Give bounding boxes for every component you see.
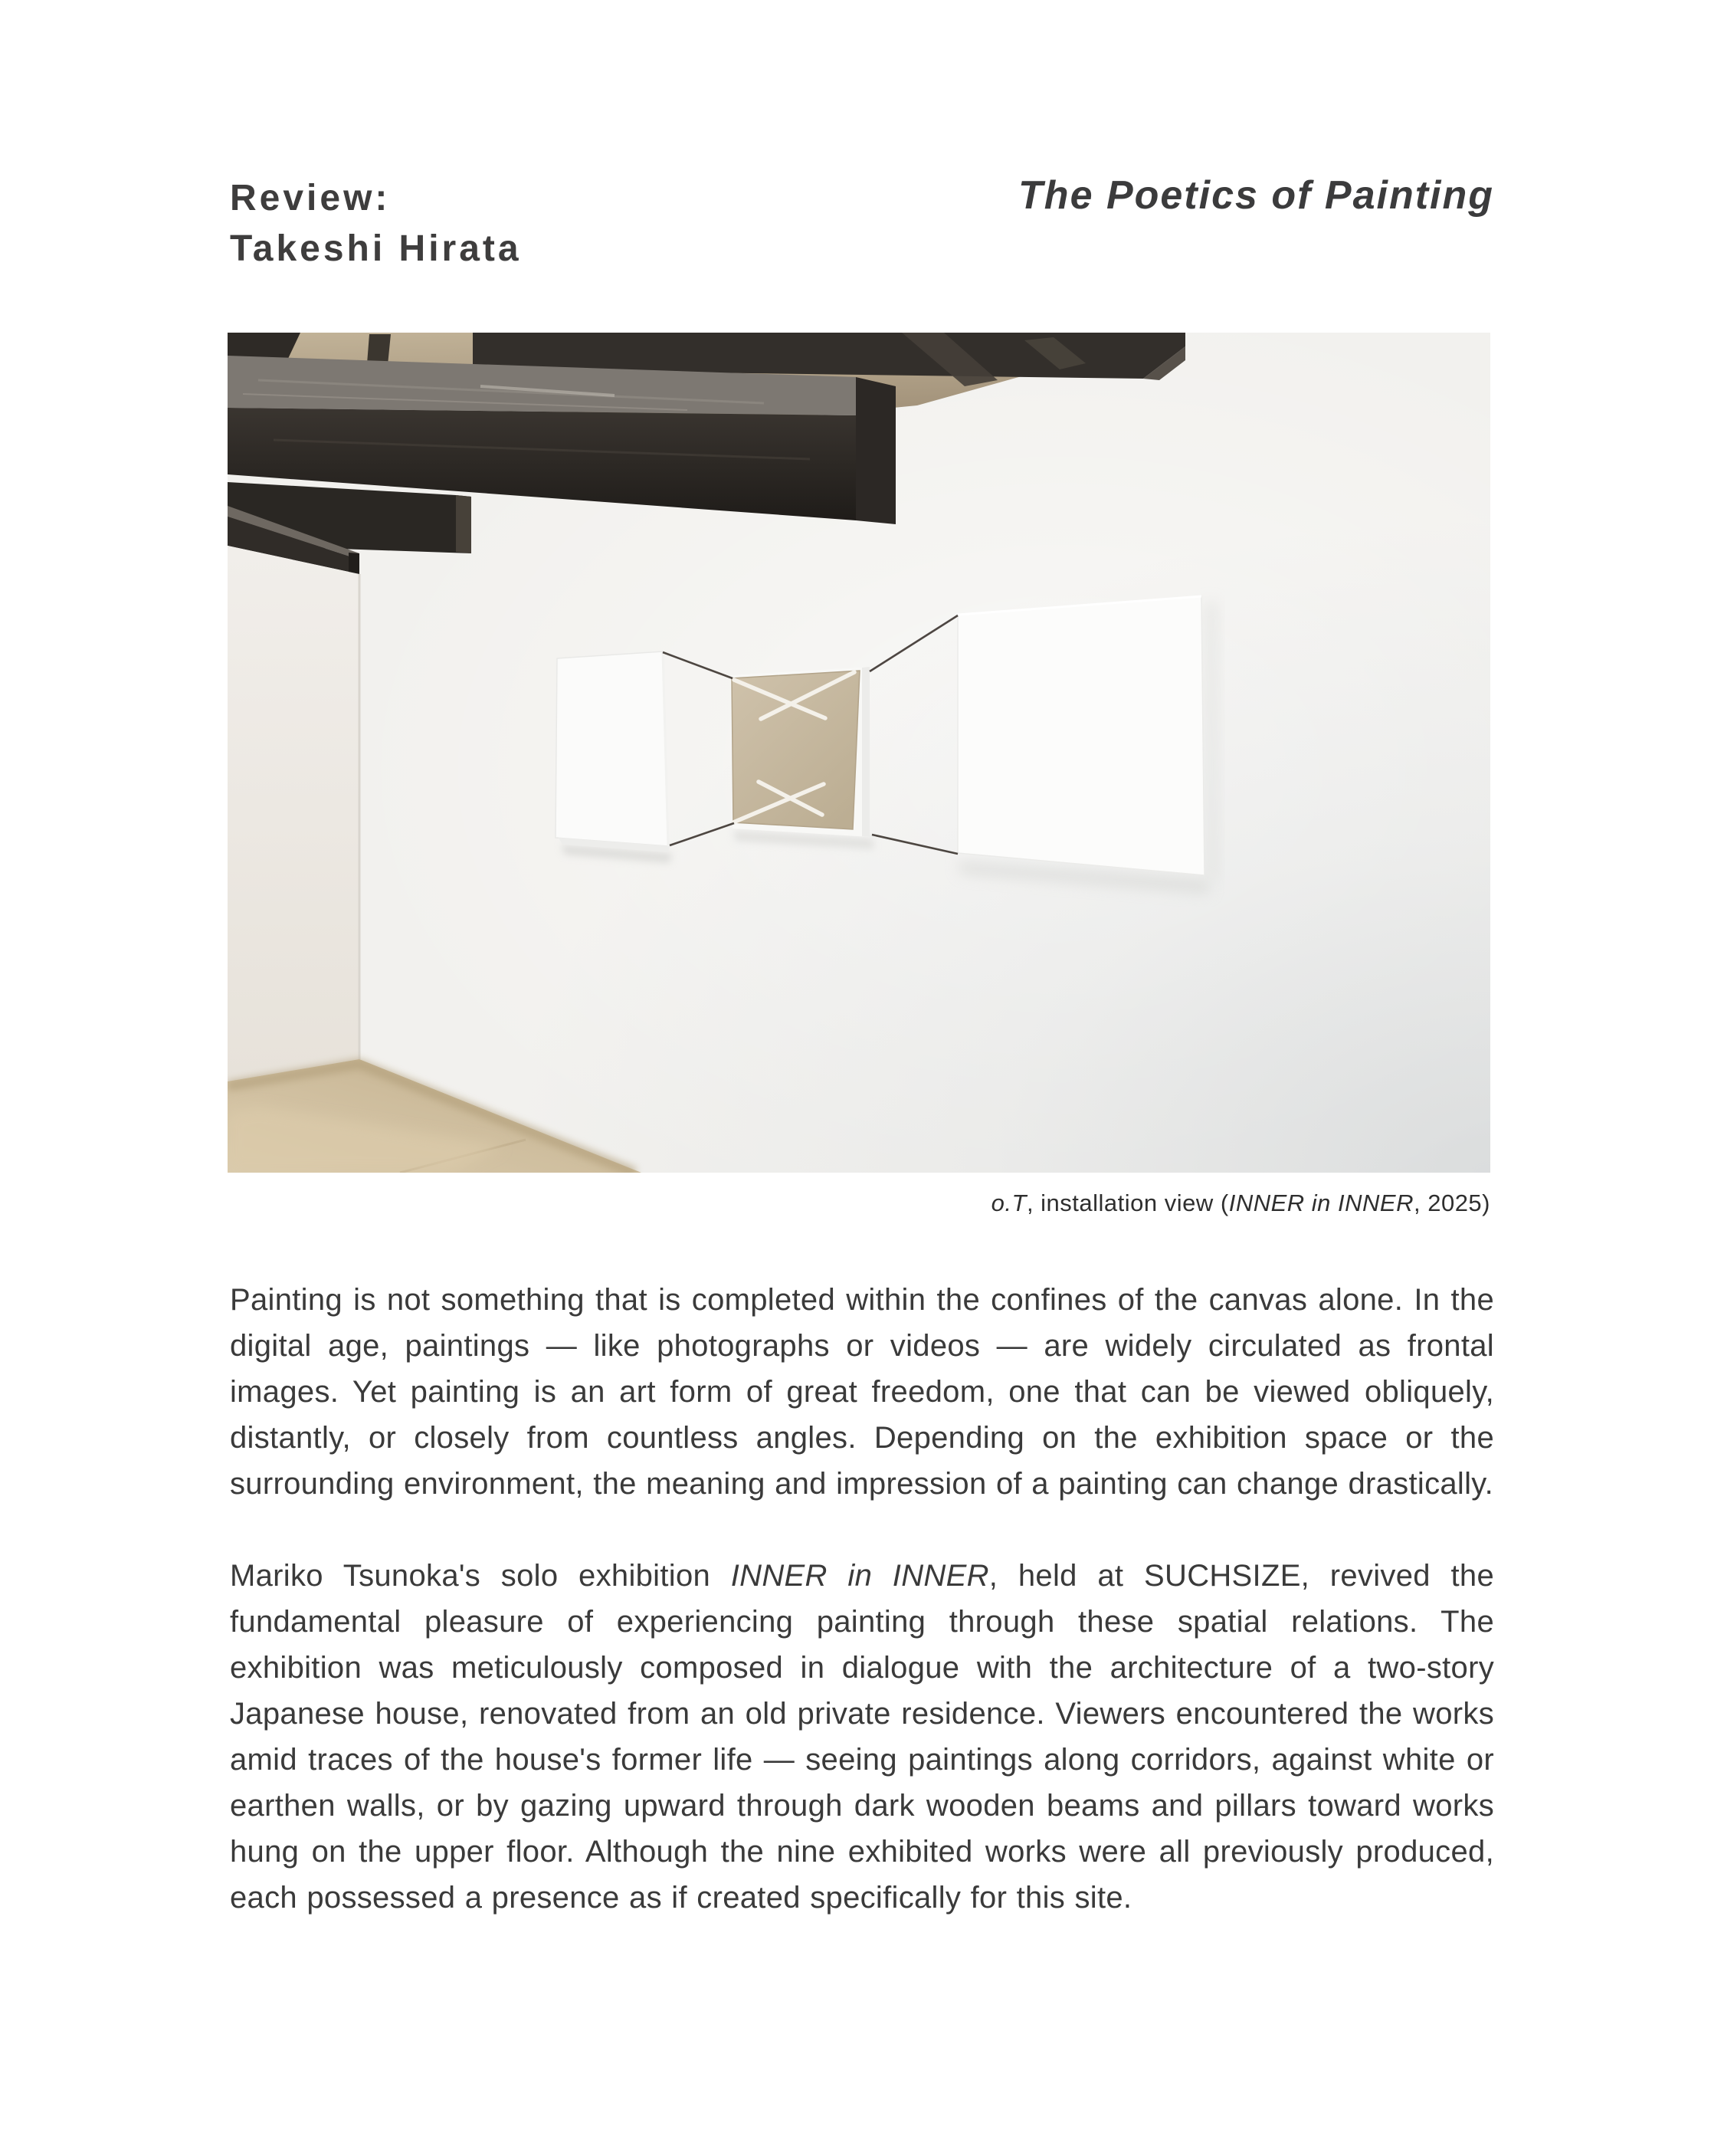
left-canvas [556, 651, 670, 852]
author-name: Takeshi Hirata [230, 228, 522, 269]
article-title: The Poetics of Painting [1018, 173, 1494, 218]
right-canvas [958, 596, 1205, 875]
paragraph-1: Painting is not something that is completed within the confines of the canvas alone. In the digital age, paintings — like photographs or videos — are widely circulated as frontal images. Yet painting is an art form of great freedom, one that can be viewed obliquely, distantly, or closely from countless angles. Depending on the exhibition space or the surrounding environment, the meaning and impression of a painting can change drastically. [230, 1283, 1494, 1501]
installation-figure [228, 333, 1490, 1217]
header [230, 173, 1494, 274]
article-body [230, 1277, 1494, 1921]
installation-photo [228, 333, 1490, 1173]
review-label: Review: [230, 178, 391, 218]
room-corner [228, 546, 359, 1081]
paragraph-2: Mariko Tsunoka's solo exhibition INNER in INNER, held at SUCHSIZE, revived the fundamental pleasure of experiencing painting through these spatial relations. The exhibition was meticulously composed in dialogue with the architecture of a two-story Japanese house, renovated from an old private residence. Viewers encountered the works amid traces of the house's former life — seeing paintings along corridors, against white or earthen walls, or by gazing upward through dark wooden beams and pillars toward works hung on the upper floor. Although the nine exhibited works were all previously produced, each possessed a presence as if created specifically for this site. [230, 1559, 1495, 1915]
figure-caption: o.T, installation view (INNER in INNER, 2025) [991, 1190, 1490, 1216]
center-linen-panel [732, 671, 860, 829]
header-left [230, 173, 522, 274]
